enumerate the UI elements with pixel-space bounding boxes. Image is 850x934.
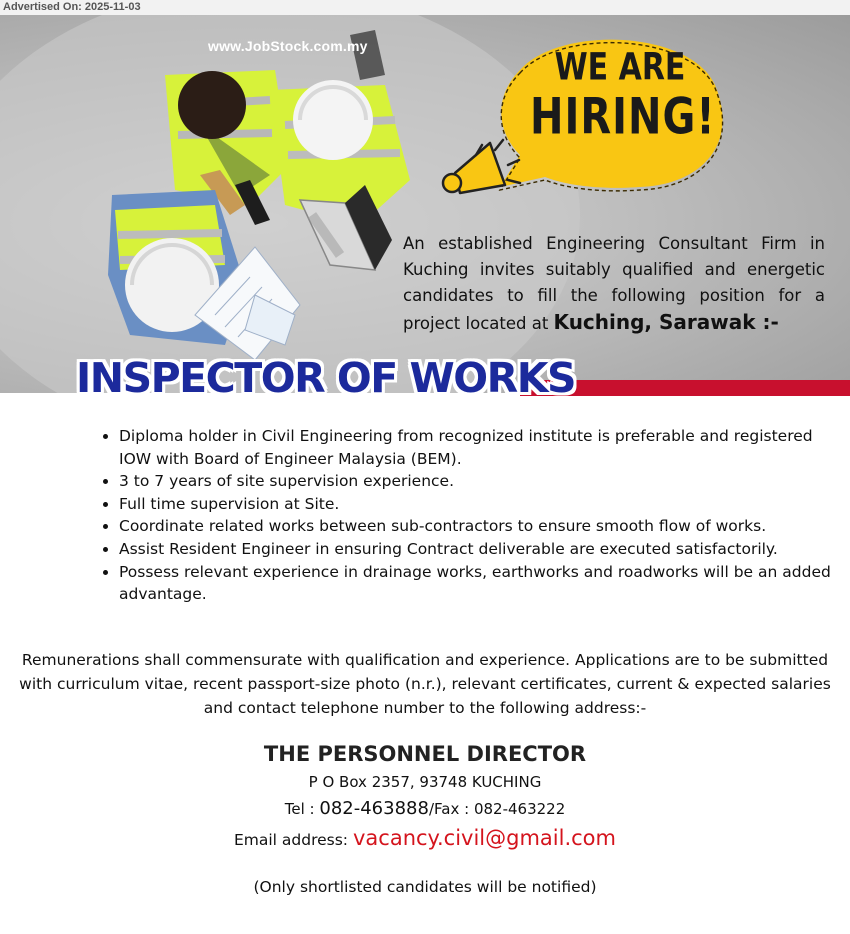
- list-item: • Diploma holder in Civil Engineering from recognized institute is preferable and registered IOW with Board of Engineer Malaysia (BEM).: [119, 425, 839, 470]
- list-item: • 3 to 7 years of site supervision experience.: [119, 470, 839, 493]
- email-link[interactable]: vacancy.civil@gmail.com: [352, 826, 616, 850]
- fax-number: 082-463222: [473, 800, 566, 818]
- tel-label: Tel :: [284, 800, 315, 818]
- contact-email: [0, 826, 850, 850]
- job-title: INSPECTOR OF WORKS: [76, 354, 575, 402]
- intro-text: An established Engineering Consultant Firm in Kuching invites suitably qualified and energetic candidates to fill the following position for a project located at: [403, 234, 825, 333]
- advertised-bar: [0, 0, 850, 15]
- requirements-list: [88, 425, 839, 606]
- fax-label: /Fax :: [428, 800, 470, 818]
- list-item: • Assist Resident Engineer in ensuring Contract deliverable are executed satisfactorily.: [119, 538, 839, 561]
- hero-banner: [0, 15, 850, 393]
- contact-address: P O Box 2357, 93748 KUCHING: [308, 773, 542, 791]
- job-location: Kuching, Sarawak :-: [553, 310, 779, 334]
- site-url: www.JobStock.com.my: [208, 38, 368, 54]
- contact-title: THE PERSONNEL DIRECTOR: [263, 742, 587, 766]
- remuneration-paragraph: Remunerations shall commensurate with qualification and experience. Applications are to be submitted with curriculum vitae, recent passport-size photo (n.r.), relevant certificates, current & expected salaries and contact telephone number to the following address:-: [19, 651, 831, 717]
- list-item: • Full time supervision at Site.: [119, 493, 839, 516]
- shortlist-note: (Only shortlisted candidates will be notified): [253, 878, 597, 896]
- advertised-date: Advertised On: 2025-11-03: [3, 1, 141, 13]
- list-item: • Coordinate related works between sub-contractors to ensure smooth flow of works.: [119, 515, 839, 538]
- tel-number: 082-463888: [319, 798, 429, 819]
- email-label: Email address:: [233, 831, 349, 849]
- contact-phone: [0, 798, 850, 819]
- intro-paragraph: [403, 231, 825, 337]
- list-item: • Possess relevant experience in drainage works, earthworks and roadworks will be an added advantage.: [119, 561, 839, 606]
- hiring-badge-text: [530, 45, 716, 146]
- badge-line-1: WE ARE: [554, 45, 686, 90]
- badge-line-2: HIRING!: [530, 88, 716, 146]
